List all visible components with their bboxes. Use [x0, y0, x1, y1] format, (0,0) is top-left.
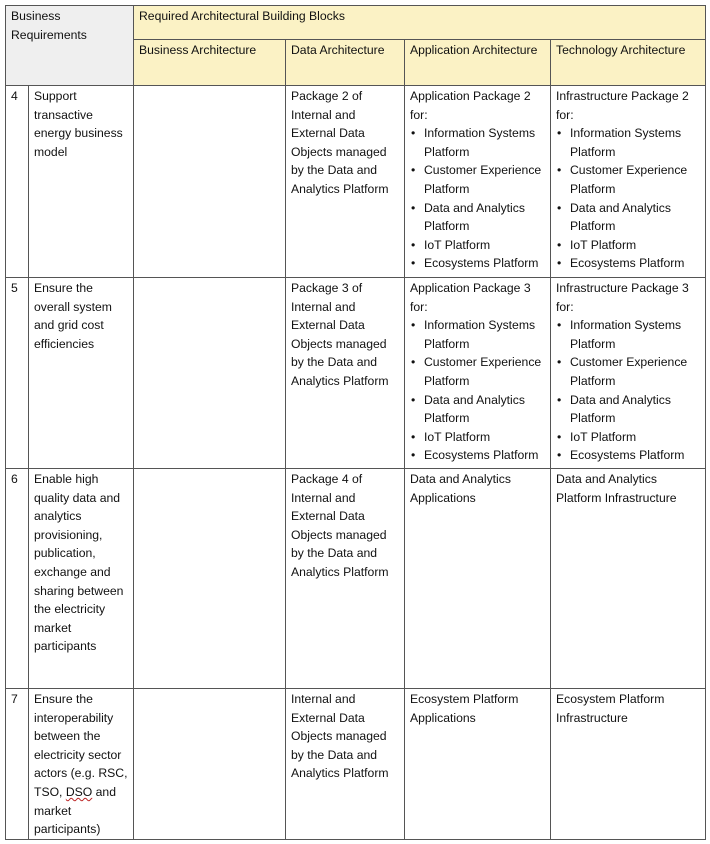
technology-intro: Infrastructure Package 3 for: — [556, 281, 689, 314]
dso-abbreviation: DSO — [65, 784, 93, 799]
list-item: • Information Systems Platform — [410, 316, 546, 353]
list-item: • Customer Experience Platform — [556, 161, 701, 198]
table-row — [6, 278, 706, 469]
data-architecture-header: Data Architecture — [286, 40, 405, 86]
technology-architecture-cell: Data and Analytics Platform Infrastructure — [551, 469, 706, 689]
list-item: • Information Systems Platform — [410, 124, 546, 161]
business-architecture-cell — [134, 86, 286, 278]
list-item: • Data and Analytics Platform — [556, 391, 701, 428]
application-architecture-cell: Ecosystem Platform Applications — [405, 689, 551, 840]
list-item: • IoT Platform — [410, 236, 546, 255]
list-item: • IoT Platform — [556, 236, 701, 255]
list-item: • Data and Analytics Platform — [410, 199, 546, 236]
business-requirements-header: Business Requirements — [6, 6, 134, 86]
business-requirement-cell — [29, 689, 134, 840]
data-architecture-cell: Package 2 of Internal and External Data Objects managed by the Data and Analytics Platform — [286, 86, 405, 278]
row-number: 6 — [6, 469, 29, 689]
header-row-top — [6, 6, 706, 40]
table-row — [6, 689, 706, 840]
technology-architecture-cell: Ecosystem Platform Infrastructure — [551, 689, 706, 840]
list-item: • IoT Platform — [410, 428, 546, 447]
list-item: • Information Systems Platform — [556, 124, 701, 161]
table-row — [6, 86, 706, 278]
building-blocks-header: Required Architectural Building Blocks — [134, 6, 706, 40]
requirement-text-start: Ensure the interoperability between the electricity sector actors (e.g. RSC, TSO, — [34, 692, 128, 799]
requirement-text-end: and market participants) — [34, 784, 116, 837]
row-number: 4 — [6, 86, 29, 278]
business-requirement-cell: Enable high quality data and analytics provisioning, publication, exchange and sharing between the electricity market participants — [29, 469, 134, 689]
application-platform-list — [410, 124, 546, 273]
list-item: • Information Systems Platform — [556, 316, 701, 353]
list-item: • Customer Experience Platform — [410, 353, 546, 390]
table-row — [6, 469, 706, 689]
list-item: • Customer Experience Platform — [556, 353, 701, 390]
list-item: • Ecosystems Platform — [410, 254, 546, 273]
row-number: 5 — [6, 278, 29, 469]
application-architecture-cell: Data and Analytics Applications — [405, 469, 551, 689]
list-item: • Ecosystems Platform — [556, 254, 701, 273]
business-architecture-cell — [134, 278, 286, 469]
business-architecture-header: Business Architecture — [134, 40, 286, 86]
technology-architecture-cell — [551, 86, 706, 278]
application-architecture-cell — [405, 278, 551, 469]
application-platform-list — [410, 316, 546, 465]
row-number: 7 — [6, 689, 29, 840]
technology-intro: Infrastructure Package 2 for: — [556, 89, 689, 122]
technology-platform-list — [556, 124, 701, 273]
application-architecture-cell — [405, 86, 551, 278]
business-architecture-cell — [134, 689, 286, 840]
list-item: • Ecosystems Platform — [556, 446, 701, 465]
application-intro: Application Package 2 for: — [410, 89, 531, 122]
application-architecture-header: Application Architecture — [405, 40, 551, 86]
data-architecture-cell: Internal and External Data Objects managed by the Data and Analytics Platform — [286, 689, 405, 840]
list-item: • Ecosystems Platform — [410, 446, 546, 465]
list-item: • IoT Platform — [556, 428, 701, 447]
list-item: • Data and Analytics Platform — [410, 391, 546, 428]
data-architecture-cell: Package 4 of Internal and External Data Objects managed by the Data and Analytics Platform — [286, 469, 405, 689]
business-requirement-cell: Ensure the overall system and grid cost efficiencies — [29, 278, 134, 469]
technology-platform-list — [556, 316, 701, 465]
application-intro: Application Package 3 for: — [410, 281, 531, 314]
business-architecture-cell — [134, 469, 286, 689]
technology-architecture-header: Technology Architecture — [551, 40, 706, 86]
technology-architecture-cell — [551, 278, 706, 469]
architecture-requirements-table — [5, 5, 706, 840]
list-item: • Customer Experience Platform — [410, 161, 546, 198]
data-architecture-cell: Package 3 of Internal and External Data Objects managed by the Data and Analytics Platform — [286, 278, 405, 469]
business-requirement-cell: Support transactive energy business model — [29, 86, 134, 278]
list-item: • Data and Analytics Platform — [556, 199, 701, 236]
